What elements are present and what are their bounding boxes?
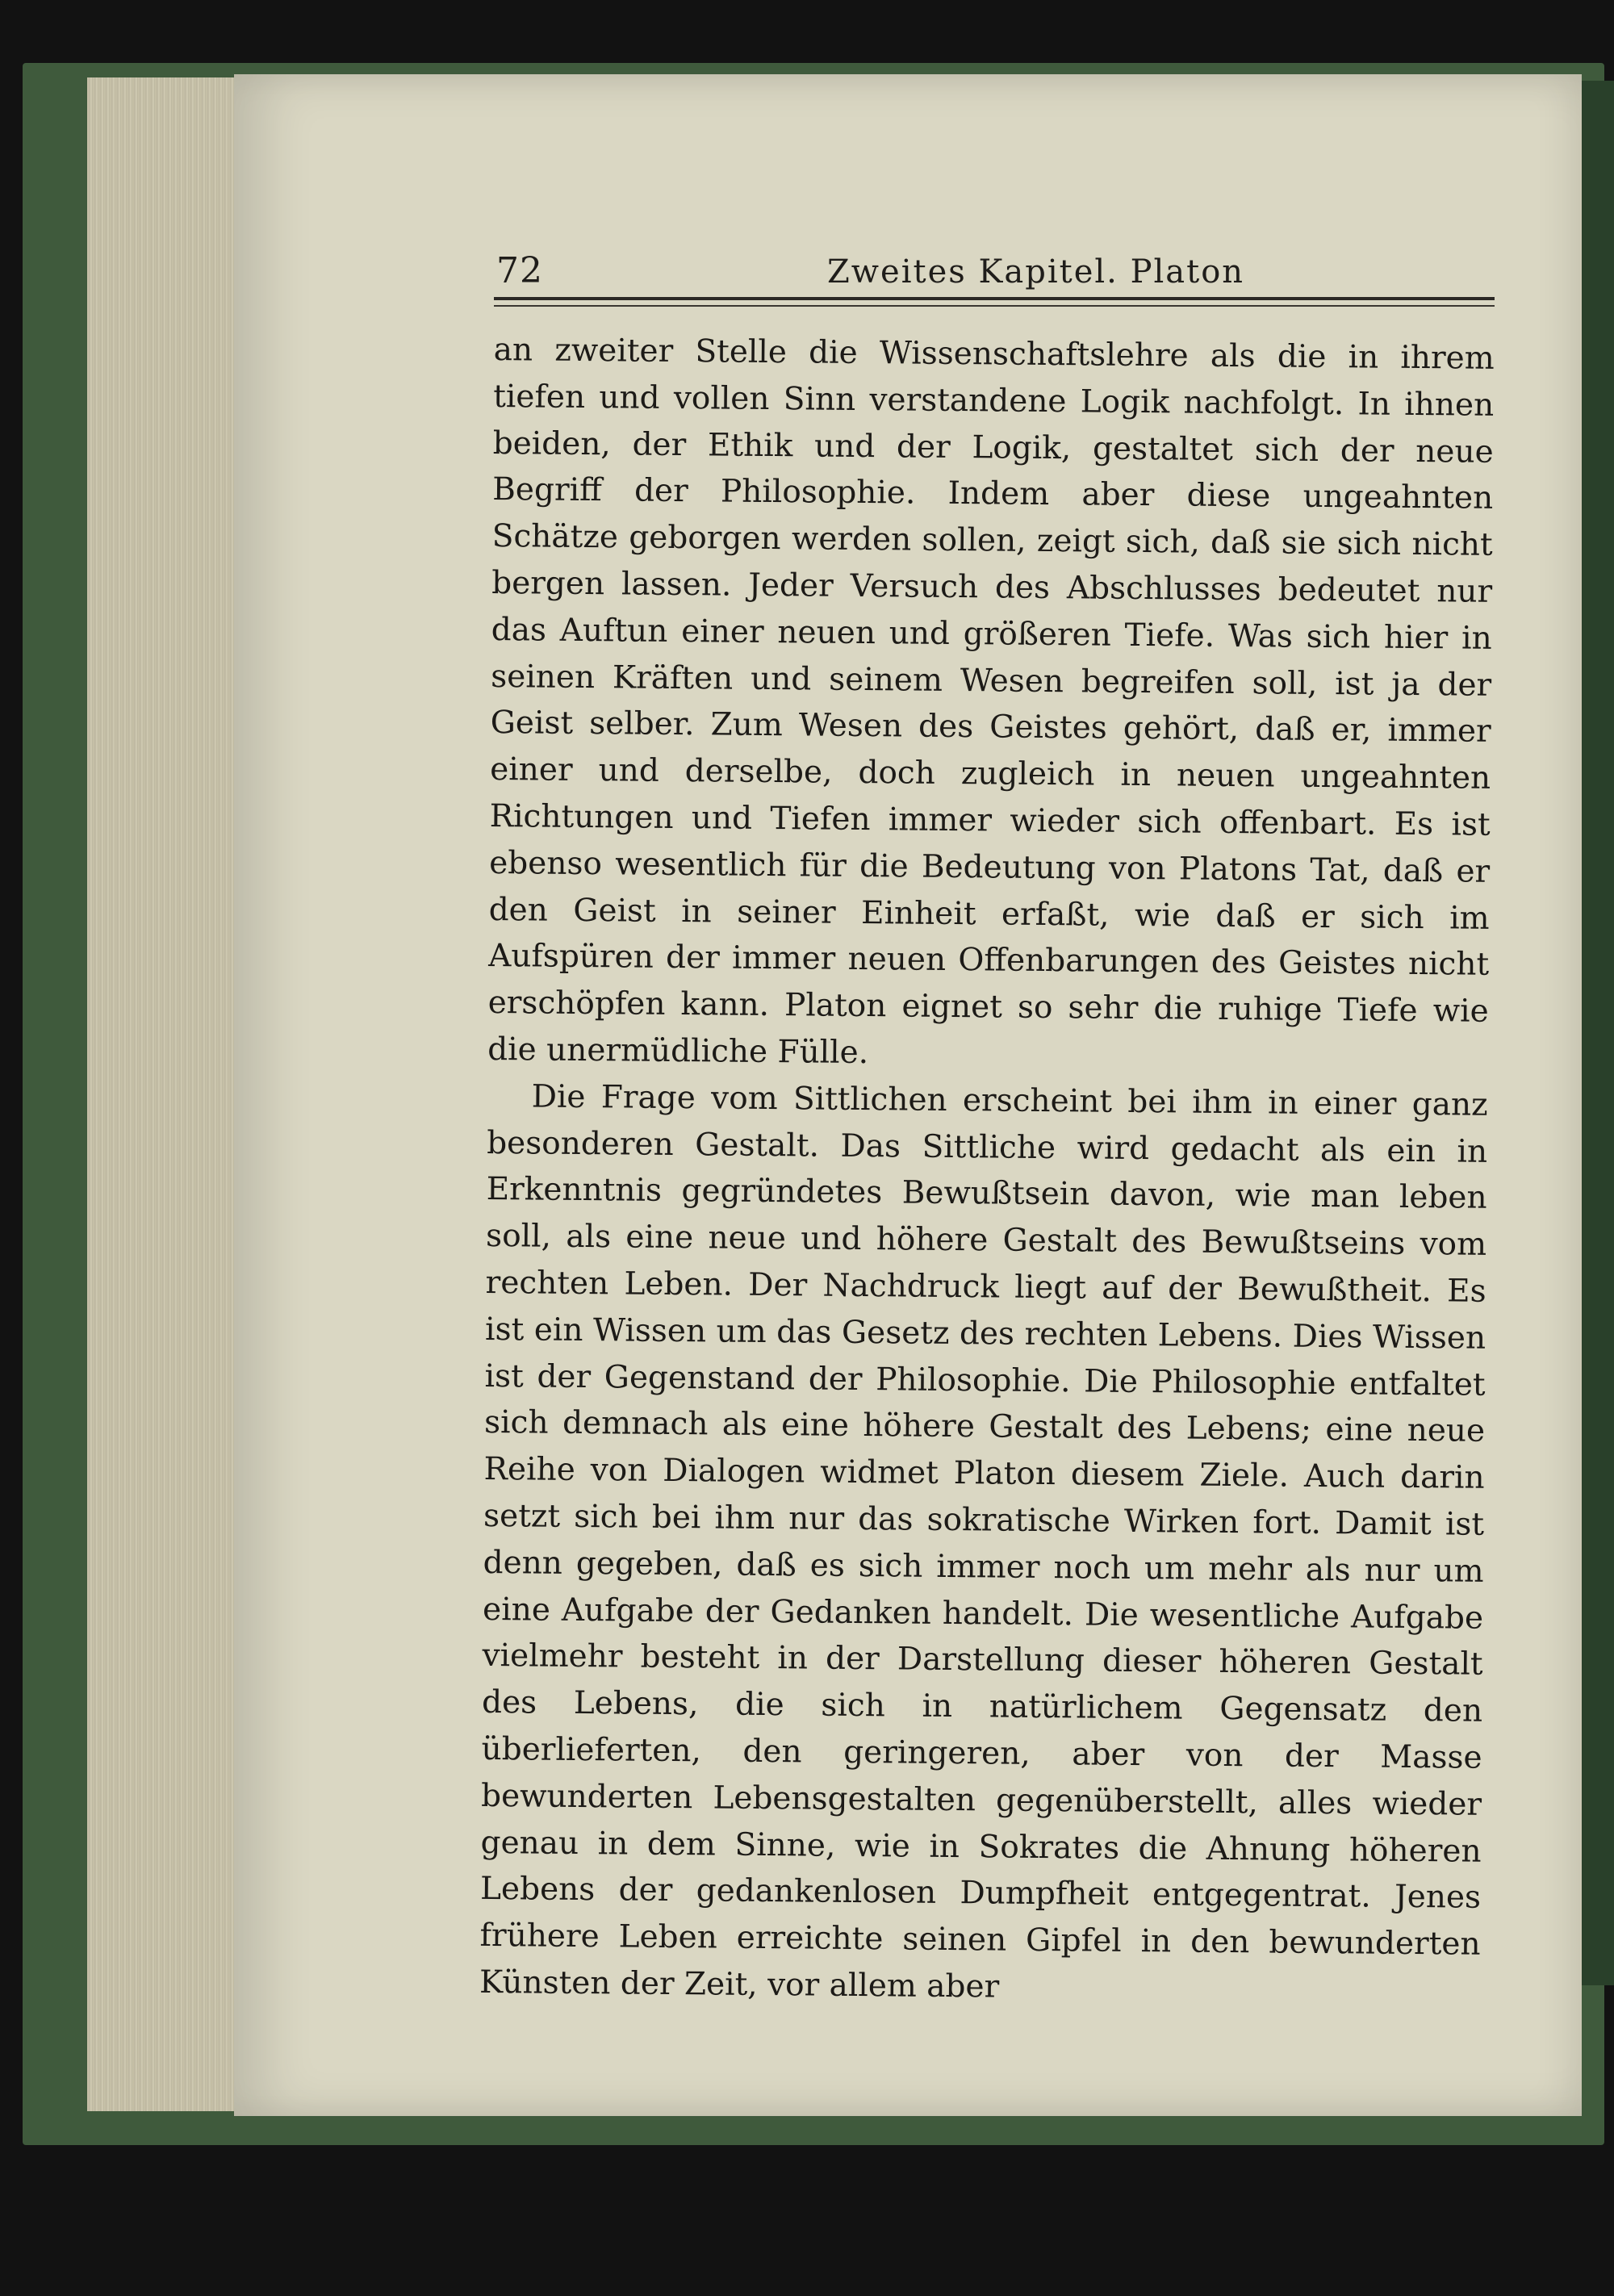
running-title: Zweites Kapitel. Platon (827, 253, 1245, 291)
page-edges (87, 77, 249, 2111)
header-rule (494, 297, 1495, 300)
page-header (496, 250, 1497, 291)
paragraph-2: Die Frage vom Sittlichen erscheint bei ihm in einer ganz besonderen Gestalt. Das Sittliche wird gedacht als ein in Erkenntnis gegründetes Bewußtsein davon, wie man leben soll, als eine neue und höhere Gestalt des Bewußtseins vom rechten Leben. Der Nachdruck liegt auf der Bewußtheit. Es ist ein Wissen um das Gesetz des rechten Lebens. Dies Wissen ist der Gegenstand der Philosophie. Die Philosophie entfaltet sich demnach als eine höhere Gestalt des Lebens; eine neue Reihe von Dialogen widmet Platon diesem Ziele. Auch darin setzt sich bei ihm nur das sokratische Wirken fort. Damit ist denn gegeben, daß es sich immer noch um mehr als nur um eine Aufgabe der Gedanken handelt. Die wesentliche Aufgabe vielmehr besteht in der Darstellung dieser höheren Gestalt des Lebens, die sich in natürlichem Gegensatz den überlieferten, den geringeren, aber von der Masse bewunderten Lebensgestalten gegenüberstellt, alles wieder genau in dem Sinne, wie in Sokrates die Ahnung höheren Lebens der gedankenlosen Dumpfheit entgegentrat. Jenes frühere Leben erreichte seinen Gipfel in den bewunderten Künsten der Zeit, vor allem aber (479, 1078, 1488, 2005)
body-text (479, 327, 1495, 2014)
header-rule-thin (494, 305, 1495, 307)
page-number: 72 (496, 250, 543, 291)
paragraph-1: an zweiter Stelle die Wissenschaftslehre als die in ihrem tiefen und vollen Sinn verstandene Logik nachfolgt. In ihnen beiden, der Ethik und der Logik, gestaltet sich der neue Begriff der Philosophie. Indem aber diese ungeahnten Schätze geborgen werden sollen, zeigt sich, daß sie sich nicht bergen lassen. Jeder Versuch des Abschlusses bedeutet nur das Auftun einer neuen und größeren Tiefe. Was sich hier in seinen Kräften und seinem Wesen begreifen soll, ist ja der Geist selber. Zum Wesen des Geistes gehört, daß er, immer einer und derselbe, doch zugleich in neuen ungeahnten Richtungen und Tiefen immer wieder sich offenbart. Es ist ebenso wesentlich für die Bedeutung von Platons Tat, daß er den Geist in seiner Einheit erfaßt, wie daß er sich im Aufspüren der immer neuen Offenbarungen des Geistes nicht erschöpfen kann. Platon eignet so sehr die ruhige Tiefe wie die unermüdliche Fülle. (487, 331, 1495, 1072)
